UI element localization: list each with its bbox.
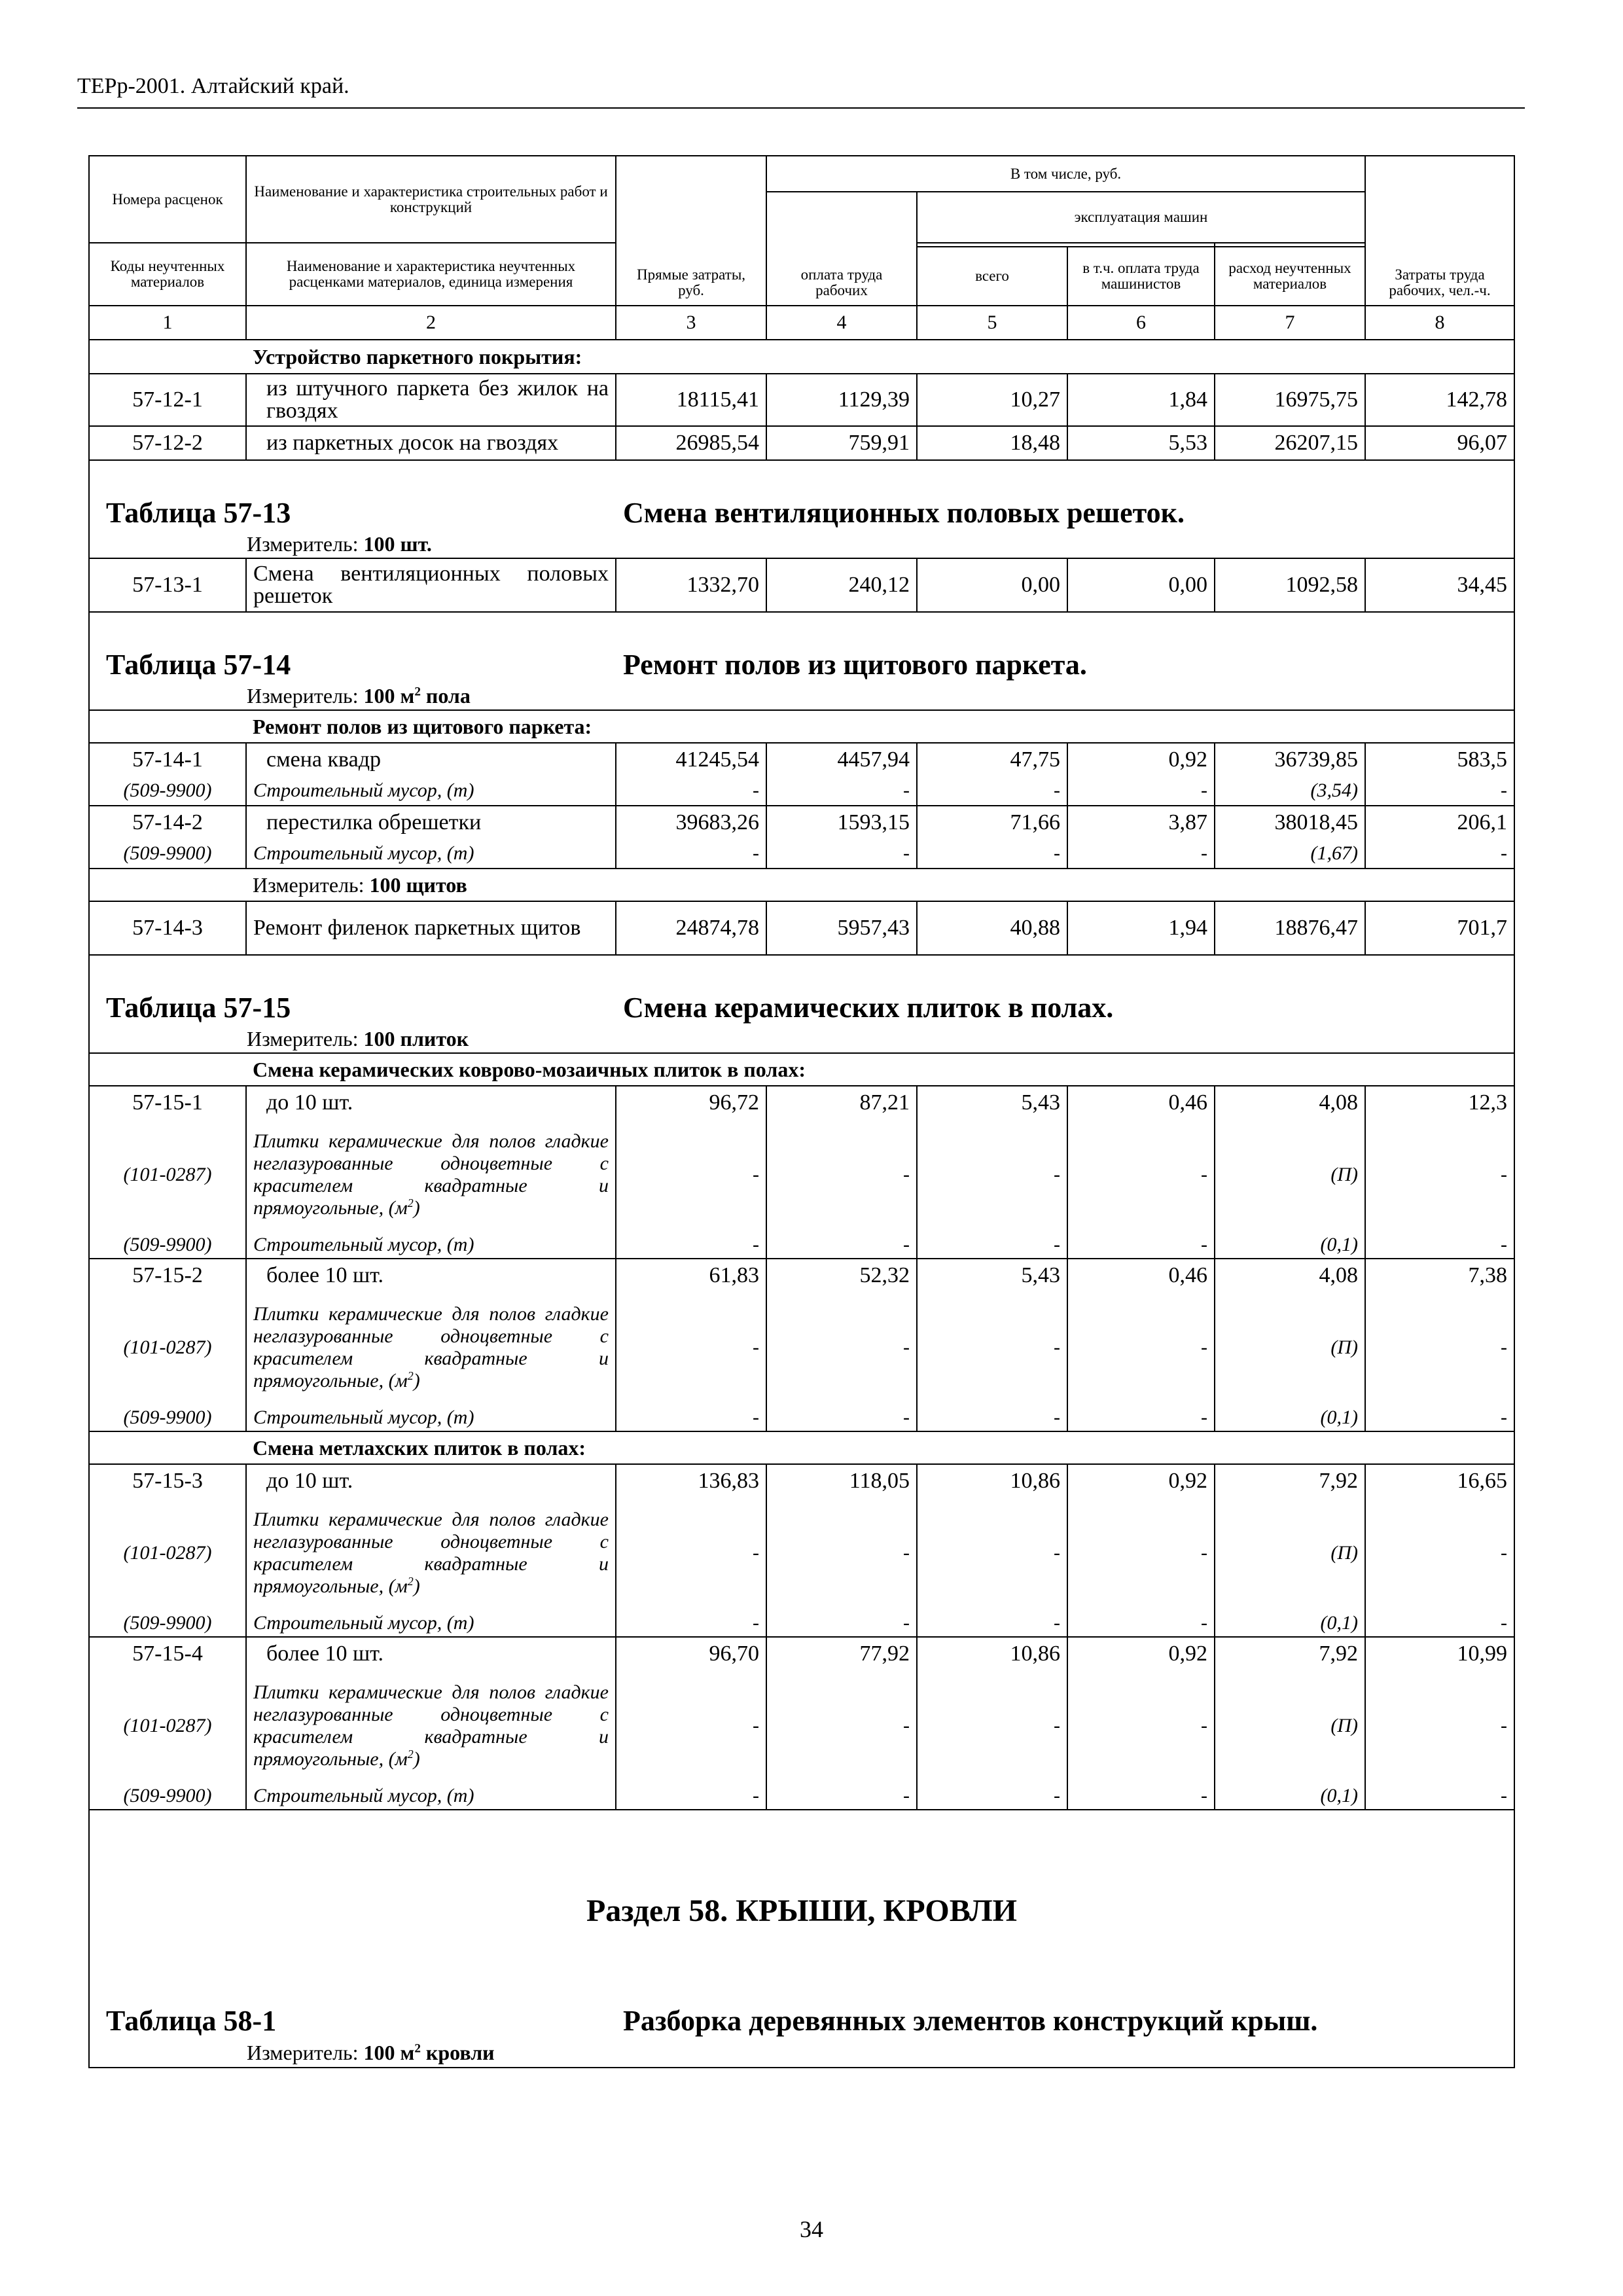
cell-materials: 38018,45 — [1215, 806, 1365, 838]
table-row — [89, 426, 1514, 460]
material-row — [89, 1497, 1514, 1609]
cell-labor-pay: 5957,43 — [766, 901, 917, 955]
rate-name: более 10 шт. — [246, 1259, 616, 1291]
cell-materials: (0,1) — [1215, 1609, 1365, 1637]
col-header-machinists-pay: в т.ч. оплата труда машинистов — [1067, 247, 1215, 306]
material-name: Плитки керамические для полов гладкие неглазурованные одноцветные с красителем квадратные и прямоугольные, $(м^2)$ — [246, 1497, 616, 1609]
section-row — [89, 1053, 1514, 1086]
material-code: (509-9900) — [89, 1231, 246, 1259]
cell-labor-hours: - — [1365, 1119, 1514, 1231]
rate-name: более 10 шт. — [246, 1637, 616, 1670]
material-row — [89, 1670, 1514, 1782]
rate-name: из паркетных досок на гвоздях — [246, 426, 616, 460]
cell-machinists: - — [1067, 1609, 1215, 1637]
section-heading-row — [89, 1810, 1514, 1986]
cell-labor-pay: - — [766, 1497, 917, 1609]
cell-labor-pay: - — [766, 1291, 917, 1404]
table-row — [89, 1637, 1514, 1670]
cell-direct: - — [616, 776, 766, 806]
cell-materials: 1092,58 — [1215, 558, 1365, 612]
cell-labor-hours: 34,45 — [1365, 558, 1514, 612]
cell-direct: 26985,54 — [616, 426, 766, 460]
cell-materials: (П) — [1215, 1670, 1365, 1782]
cell-labor-hours: 701,7 — [1365, 901, 1514, 955]
cell-machinists: - — [1067, 838, 1215, 869]
col-header-unaccounted-names: Наименование и характеристика неучтенных расценками материалов, единица измерения — [246, 243, 616, 306]
cell-labor-hours: 12,3 — [1365, 1086, 1514, 1119]
measure-row — [89, 683, 1514, 710]
table-row — [89, 1259, 1514, 1291]
cell-direct: 96,72 — [616, 1086, 766, 1119]
measure-value: 100 $м^2$ кровли — [363, 2041, 495, 2064]
measure-row — [89, 1026, 1514, 1053]
cell-labor-hours: - — [1365, 1497, 1514, 1609]
col-header-labor-hours: Затраты труда рабочих, чел.-ч. — [1365, 156, 1514, 306]
section-title: Смена метлахских плиток в полах: — [246, 1431, 1514, 1464]
rate-name: до 10 шт. — [246, 1086, 616, 1119]
section-title: Устройство паркетного покрытия: — [246, 340, 1514, 374]
rate-code: 57-15-3 — [89, 1464, 246, 1497]
material-row — [89, 838, 1514, 869]
material-code: (509-9900) — [89, 776, 246, 806]
measure-value: 100 щитов — [369, 872, 467, 897]
cell-machinists: 0,92 — [1067, 1637, 1215, 1670]
table-row — [89, 743, 1514, 776]
cell-machines: - — [917, 1119, 1067, 1231]
col-number: 7 — [1215, 306, 1365, 340]
rates-table-wrapper — [88, 155, 1514, 2068]
cell-materials: 4,08 — [1215, 1086, 1365, 1119]
cell-materials: 7,92 — [1215, 1637, 1365, 1670]
cell-labor-hours: 10,99 — [1365, 1637, 1514, 1670]
cell-machinists: - — [1067, 1291, 1215, 1404]
cell-labor-pay: - — [766, 776, 917, 806]
cell-labor-pay: 87,21 — [766, 1086, 917, 1119]
cell-labor-pay: 759,91 — [766, 426, 917, 460]
material-code: (101-0287) — [89, 1670, 246, 1782]
cell-labor-hours: - — [1365, 1782, 1514, 1810]
cell-machines: 71,66 — [917, 806, 1067, 838]
cell-direct: - — [616, 1782, 766, 1810]
rate-code: 57-14-1 — [89, 743, 246, 776]
material-code: (101-0287) — [89, 1119, 246, 1231]
col-number: 1 — [89, 306, 246, 340]
cell-materials: (П) — [1215, 1119, 1365, 1231]
cell-direct: - — [616, 1119, 766, 1231]
col-header-materials-unaccounted: расход неучтенных материалов — [1215, 247, 1365, 306]
table-label: Таблица 58-1 — [106, 2005, 277, 2037]
rate-name: Ремонт филенок паркетных щитов — [246, 901, 616, 955]
cell-machines: - — [917, 1609, 1067, 1637]
cell-materials: (П) — [1215, 1291, 1365, 1404]
page-number: 34 — [800, 2216, 823, 2242]
cell-materials: 7,92 — [1215, 1464, 1365, 1497]
cell-labor-pay: - — [766, 838, 917, 869]
cell-machinists: 1,84 — [1067, 374, 1215, 426]
col-header-machines: эксплуатация машин — [917, 192, 1365, 243]
material-name: Плитки керамические для полов гладкие неглазурованные одноцветные с красителем квадратные и прямоугольные, $(м^2)$ — [246, 1670, 616, 1782]
section-58-title: Раздел 58. КРЫШИ, КРОВЛИ — [89, 1810, 1514, 1986]
measure-row — [89, 531, 1514, 558]
cell-labor-pay: 118,05 — [766, 1464, 917, 1497]
material-row — [89, 1404, 1514, 1431]
cell-labor-hours: 206,1 — [1365, 806, 1514, 838]
measure-prefix: Измеритель: — [247, 1027, 359, 1050]
col-header-work-name: Наименование и характеристика строительных работ и конструкций — [246, 156, 616, 243]
rate-code: 57-15-2 — [89, 1259, 246, 1291]
cell-labor-pay: 240,12 — [766, 558, 917, 612]
measure-value: 100 $м^2$ пола — [363, 684, 471, 708]
cell-direct: 39683,26 — [616, 806, 766, 838]
material-code: (101-0287) — [89, 1497, 246, 1609]
cell-materials: (0,1) — [1215, 1231, 1365, 1259]
cell-machinists: 3,87 — [1067, 806, 1215, 838]
rate-name: Смена вентиляционных половых решеток — [246, 558, 616, 612]
cell-machines: - — [917, 838, 1067, 869]
col-header-direct-cost: Прямые затраты, руб. — [616, 156, 766, 306]
material-row — [89, 1291, 1514, 1404]
cell-labor-pay: 77,92 — [766, 1637, 917, 1670]
material-code: (509-9900) — [89, 838, 246, 869]
table-heading-row — [89, 1986, 1514, 2039]
material-row — [89, 1119, 1514, 1231]
column-numbers-row — [89, 306, 1514, 340]
rate-code: 57-14-3 — [89, 901, 246, 955]
cell-labor-pay: - — [766, 1670, 917, 1782]
cell-labor-pay: 52,32 — [766, 1259, 917, 1291]
cell-machines: 10,27 — [917, 374, 1067, 426]
cell-labor-pay: 1593,15 — [766, 806, 917, 838]
cell-machinists: 0,92 — [1067, 1464, 1215, 1497]
material-code: (509-9900) — [89, 1782, 246, 1810]
material-name: Плитки керамические для полов гладкие неглазурованные одноцветные с красителем квадратные и прямоугольные, $(м^2)$ — [246, 1291, 616, 1404]
material-code: (509-9900) — [89, 1609, 246, 1637]
cell-labor-hours: - — [1365, 838, 1514, 869]
section-row — [89, 1431, 1514, 1464]
col-number: 3 — [616, 306, 766, 340]
cell-labor-hours: - — [1365, 1404, 1514, 1431]
table-row — [89, 1464, 1514, 1497]
cell-labor-hours: - — [1365, 1231, 1514, 1259]
col-number: 6 — [1067, 306, 1215, 340]
cell-machinists: 1,94 — [1067, 901, 1215, 955]
cell-labor-hours: 142,78 — [1365, 374, 1514, 426]
cell-direct: - — [616, 838, 766, 869]
cell-machines: 5,43 — [917, 1259, 1067, 1291]
cell-labor-hours: 583,5 — [1365, 743, 1514, 776]
cell-labor-pay: - — [766, 1609, 917, 1637]
cell-machines: 10,86 — [917, 1464, 1067, 1497]
measure-prefix: Измеритель: — [253, 872, 365, 897]
col-header-unaccounted-codes: Коды неучтенных материалов — [89, 243, 246, 306]
table-row — [89, 1086, 1514, 1119]
cell-direct: 18115,41 — [616, 374, 766, 426]
measure-row — [89, 869, 1514, 901]
measure-prefix: Измеритель: — [247, 2041, 359, 2064]
cell-machines: - — [917, 1782, 1067, 1810]
table-title: Смена керамических плиток в полах. — [623, 992, 1114, 1024]
cell-direct: 136,83 — [616, 1464, 766, 1497]
material-row — [89, 1609, 1514, 1637]
cell-materials: 36739,85 — [1215, 743, 1365, 776]
cell-labor-pay: 1129,39 — [766, 374, 917, 426]
cell-machines: 10,86 — [917, 1637, 1067, 1670]
rate-code: 57-15-4 — [89, 1637, 246, 1670]
material-row — [89, 776, 1514, 806]
cell-machinists: 0,46 — [1067, 1086, 1215, 1119]
cell-labor-pay: - — [766, 1231, 917, 1259]
material-code: (509-9900) — [89, 1404, 246, 1431]
cell-machinists: - — [1067, 1782, 1215, 1810]
cell-labor-pay: - — [766, 1782, 917, 1810]
cell-machines: - — [917, 1404, 1067, 1431]
rate-code: 57-13-1 — [89, 558, 246, 612]
cell-labor-hours: - — [1365, 1670, 1514, 1782]
cell-direct: - — [616, 1497, 766, 1609]
section-title: Ремонт полов из щитового паркета: — [246, 710, 1514, 743]
col-number: 2 — [246, 306, 616, 340]
cell-machinists: - — [1067, 776, 1215, 806]
table-title: Смена вентиляционных половых решеток. — [623, 497, 1185, 529]
rate-code: 57-12-1 — [89, 374, 246, 426]
cell-machinists: - — [1067, 1119, 1215, 1231]
cell-machines: - — [917, 1291, 1067, 1404]
cell-labor-pay: - — [766, 1119, 917, 1231]
cell-machinists: - — [1067, 1670, 1215, 1782]
col-header-rate-number: Номера расценок — [89, 156, 246, 243]
table-label: Таблица 57-15 — [106, 992, 291, 1024]
cell-direct: 61,83 — [616, 1259, 766, 1291]
cell-direct: - — [616, 1670, 766, 1782]
cell-direct: 24874,78 — [616, 901, 766, 955]
table-label: Таблица 57-14 — [106, 649, 291, 681]
col-header-machines-total: всего — [917, 247, 1067, 306]
rate-name: смена квадр — [246, 743, 616, 776]
rates-table — [88, 155, 1515, 2068]
cell-machines: 18,48 — [917, 426, 1067, 460]
cell-machines: 5,43 — [917, 1086, 1067, 1119]
material-name: Строительный мусор, (т) — [246, 776, 616, 806]
rate-code: 57-14-2 — [89, 806, 246, 838]
section-row — [89, 340, 1514, 374]
table-row — [89, 806, 1514, 838]
table-row — [89, 901, 1514, 955]
material-name: Строительный мусор, (т) — [246, 838, 616, 869]
cell-machinists: - — [1067, 1497, 1215, 1609]
cell-materials: (0,1) — [1215, 1782, 1365, 1810]
cell-direct: 96,70 — [616, 1637, 766, 1670]
cell-materials: 18876,47 — [1215, 901, 1365, 955]
cell-labor-hours: - — [1365, 1609, 1514, 1637]
section-title: Смена керамических коврово-мозаичных плиток в полах: — [246, 1053, 1514, 1086]
cell-materials: (0,1) — [1215, 1404, 1365, 1431]
cell-machines: - — [917, 776, 1067, 806]
measure-value: 100 плиток — [363, 1027, 469, 1050]
cell-machines: 40,88 — [917, 901, 1067, 955]
cell-machinists: - — [1067, 1231, 1215, 1259]
table-row — [89, 558, 1514, 612]
cell-direct: - — [616, 1231, 766, 1259]
col-number: 8 — [1365, 306, 1514, 340]
measure-prefix: Измеритель: — [247, 532, 359, 556]
rate-name: до 10 шт. — [246, 1464, 616, 1497]
cell-machinists: 5,53 — [1067, 426, 1215, 460]
cell-labor-pay: 4457,94 — [766, 743, 917, 776]
cell-direct: - — [616, 1609, 766, 1637]
cell-materials: (1,67) — [1215, 838, 1365, 869]
material-row — [89, 1231, 1514, 1259]
rate-code: 57-15-1 — [89, 1086, 246, 1119]
cell-materials: 16975,75 — [1215, 374, 1365, 426]
cell-machines: 0,00 — [917, 558, 1067, 612]
table-title: Разборка деревянных элементов конструкций крыш. — [623, 2005, 1318, 2037]
cell-machinists: 0,00 — [1067, 558, 1215, 612]
material-code: (101-0287) — [89, 1291, 246, 1404]
cell-labor-hours: 7,38 — [1365, 1259, 1514, 1291]
table-heading-row — [89, 612, 1514, 683]
cell-machinists: - — [1067, 1404, 1215, 1431]
cell-direct: - — [616, 1291, 766, 1404]
material-row — [89, 1782, 1514, 1810]
measure-prefix: Измеритель: — [247, 684, 359, 708]
cell-machinists: 0,46 — [1067, 1259, 1215, 1291]
cell-labor-pay: - — [766, 1404, 917, 1431]
cell-machines: - — [917, 1670, 1067, 1782]
table-heading-row — [89, 955, 1514, 1026]
measure-value: 100 шт. — [363, 532, 432, 556]
cell-machines: 47,75 — [917, 743, 1067, 776]
col-number: 4 — [766, 306, 917, 340]
cell-machines: - — [917, 1231, 1067, 1259]
material-name: Плитки керамические для полов гладкие неглазурованные одноцветные с красителем квадратные и прямоугольные, $(м^2)$ — [246, 1119, 616, 1231]
material-name: Строительный мусор, (т) — [246, 1782, 616, 1810]
material-name: Строительный мусор, (т) — [246, 1404, 616, 1431]
rate-code: 57-12-2 — [89, 426, 246, 460]
measure-row — [89, 2039, 1514, 2068]
col-number: 5 — [917, 306, 1067, 340]
section-row — [89, 710, 1514, 743]
table-row — [89, 374, 1514, 426]
material-name: Строительный мусор, (т) — [246, 1609, 616, 1637]
cell-labor-hours: - — [1365, 1291, 1514, 1404]
cell-materials: (П) — [1215, 1497, 1365, 1609]
cell-machinists: 0,92 — [1067, 743, 1215, 776]
rate-name: из штучного паркета без жилок на гвоздях — [246, 374, 616, 426]
cell-direct: 41245,54 — [616, 743, 766, 776]
table-heading-row — [89, 460, 1514, 531]
cell-labor-hours: - — [1365, 776, 1514, 806]
cell-direct: 1332,70 — [616, 558, 766, 612]
cell-direct: - — [616, 1404, 766, 1431]
cell-materials: 26207,15 — [1215, 426, 1365, 460]
material-name: Строительный мусор, (т) — [246, 1231, 616, 1259]
cell-materials: 4,08 — [1215, 1259, 1365, 1291]
col-header-including: В том числе, руб. — [766, 156, 1365, 192]
col-header-labor-pay: оплата труда рабочих — [766, 192, 917, 306]
rate-name: перестилка обрешетки — [246, 806, 616, 838]
cell-labor-hours: 16,65 — [1365, 1464, 1514, 1497]
cell-materials: (3,54) — [1215, 776, 1365, 806]
cell-machines: - — [917, 1497, 1067, 1609]
cell-labor-hours: 96,07 — [1365, 426, 1514, 460]
table-title: Ремонт полов из щитового паркета. — [623, 649, 1087, 681]
table-label: Таблица 57-13 — [106, 497, 291, 529]
page-header: ТЕРр-2001. Алтайский край. — [77, 73, 1525, 109]
